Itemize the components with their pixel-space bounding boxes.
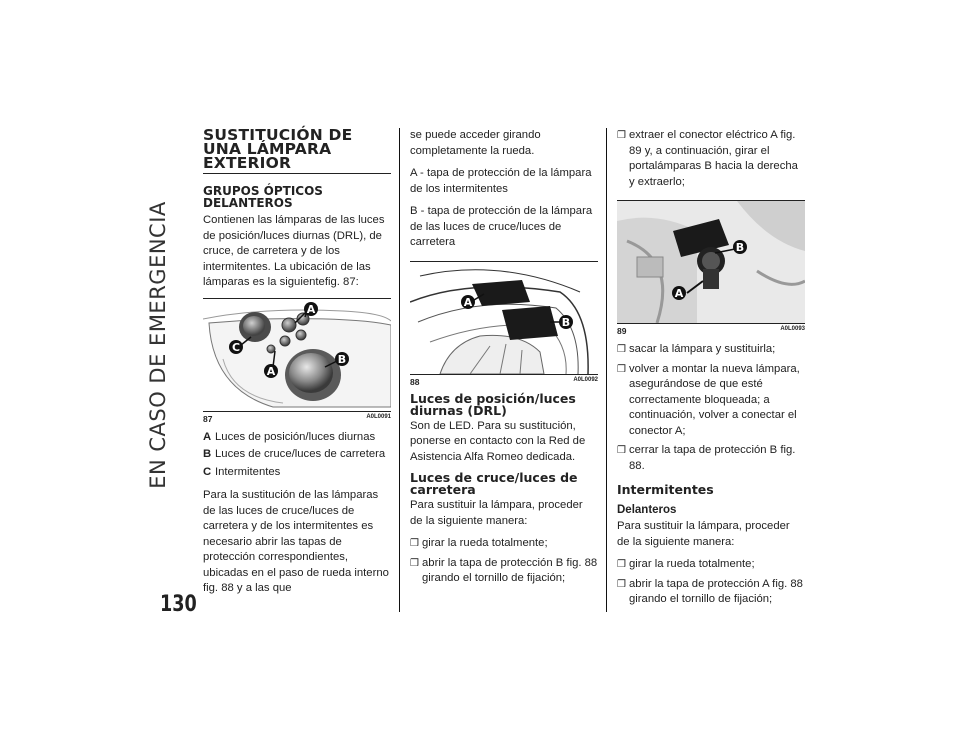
heading-position-lights: Luces de posición/luces diurnas (DRL) bbox=[410, 390, 576, 418]
paragraph: Para la sustitución de las lámparas de las luces de cruce/luces de carretera y de los intermitentes es necesario abrir las tapas de protección correspondientes, ubicadas en el paso de rueda interno fig. 88 y a las que bbox=[203, 489, 389, 594]
column-divider bbox=[606, 128, 607, 612]
fig88-label-a: A bbox=[463, 295, 473, 309]
heading-dipped-lights: Luces de cruce/luces de carretera bbox=[410, 470, 578, 497]
fig89-label-a: A bbox=[674, 287, 684, 300]
fig87-label-b: B bbox=[337, 352, 347, 366]
column-1 bbox=[203, 128, 391, 604]
paragraph: A - tapa de protección de la lámpara de los intermitentes bbox=[410, 167, 592, 195]
paragraph: B - tapa de protección de la lámpara de las luces de cruce/luces de carretera bbox=[410, 205, 593, 248]
legend-item: A Luces de posición/luces diurnas bbox=[203, 430, 376, 443]
wheel-arch-figure bbox=[410, 262, 598, 374]
section-title: SUSTITUCIÓN DE UNA LÁMPARA EXTERIOR bbox=[203, 128, 391, 174]
figure-87 bbox=[203, 298, 391, 424]
legend-item: B Luces de cruce/luces de carretera bbox=[203, 448, 386, 460]
fig89-label-b: B bbox=[735, 241, 745, 254]
figure-code: A0L0093 bbox=[780, 326, 805, 332]
figure-code: A0L0092 bbox=[573, 376, 598, 383]
paragraph: Para sustituir la lámpara, proceder de la siguiente manera: bbox=[410, 499, 583, 527]
paragraph: se puede acceder girando completamente la rueda. bbox=[410, 129, 541, 157]
column-3 bbox=[617, 128, 805, 612]
paragraph: Son de LED. Para su sustitución, ponerse en contacto con la Red de Asistencia Alfa Romeo dedicada. bbox=[410, 419, 586, 463]
fig87-label-c: C bbox=[231, 340, 241, 354]
column-divider bbox=[399, 128, 400, 612]
figure-88 bbox=[410, 261, 598, 387]
heading-turn-signals: Intermitentes bbox=[617, 482, 714, 497]
figure-89 bbox=[617, 200, 805, 336]
figure-number: 88 bbox=[410, 376, 420, 387]
figure-number: 87 bbox=[203, 413, 213, 424]
list-item: ❒ extraer el conector eléctrico A fig. 89 y, a continuación, girar el portalámparas B hacia la derecha y extraerlo; bbox=[617, 129, 798, 188]
section-side-title: EN CASO DE EMERGENCIA bbox=[146, 201, 170, 489]
list-item: ❒ cerrar la tapa de protección B fig. 88. bbox=[617, 444, 796, 472]
headlight-figure bbox=[203, 299, 391, 411]
figure-code: A0L0091 bbox=[366, 413, 391, 420]
page-number: 130 bbox=[160, 592, 197, 617]
fig88-label-b: B bbox=[561, 315, 571, 329]
heading-front: Delanteros bbox=[617, 504, 677, 516]
list-item: ❒ girar la rueda totalmente; bbox=[617, 558, 755, 570]
subsection-title: GRUPOS ÓPTICOS DELANTEROS bbox=[203, 184, 323, 210]
column-2 bbox=[410, 128, 598, 591]
intro-paragraph: Contienen las lámparas de las luces de posición/luces diurnas (DRL), de cruce, de carretera y de los intermitentes. La ubicación de las lámparas es la siguientefig. 87: bbox=[203, 214, 385, 288]
fig87-label-a: A bbox=[306, 302, 316, 316]
list-item: ❒ abrir la tapa de protección B fig. 88 girando el tornillo de fijación; bbox=[410, 556, 598, 584]
figure-number: 89 bbox=[617, 326, 627, 336]
list-item: ❒ sacar la lámpara y sustituirla; bbox=[617, 343, 776, 355]
bulb-holder-figure bbox=[617, 201, 805, 323]
fig87-label-a2: A bbox=[266, 364, 276, 378]
legend-item: C Intermitentes bbox=[203, 465, 281, 478]
list-item: ❒ abrir la tapa de protección A fig. 88 girando el tornillo de fijación; bbox=[617, 577, 803, 605]
list-item: ❒ girar la rueda totalmente; bbox=[410, 537, 548, 549]
list-item: ❒ volver a montar la nueva lámpara, asegurándose de que esté correctamente bloqueada; a continuación, volver a conectar el conector A; bbox=[617, 362, 800, 437]
paragraph: Para sustituir la lámpara, proceder de la siguiente manera: bbox=[617, 520, 790, 548]
